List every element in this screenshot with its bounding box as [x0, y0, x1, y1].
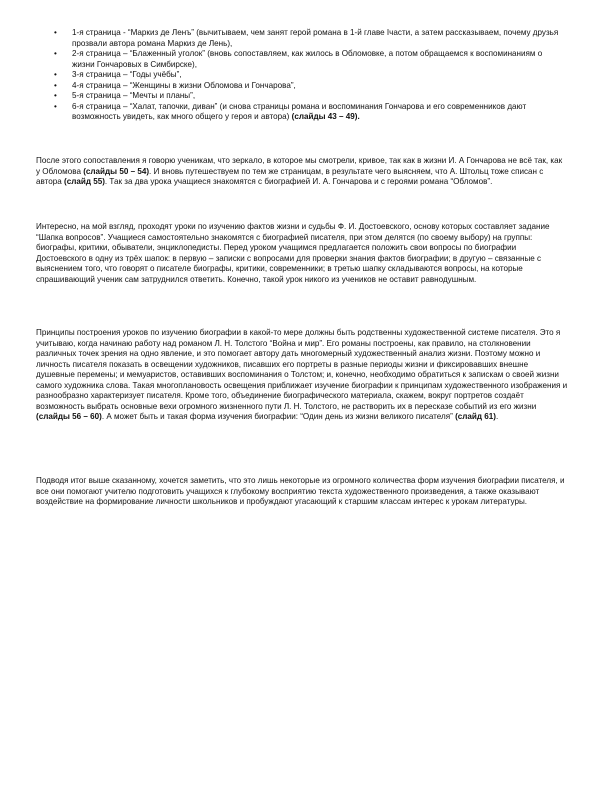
bullet-text: 5-я страница – “Мечты и планы”, [72, 91, 196, 100]
bullet-item-5 [54, 91, 562, 102]
bullet-text: 1-я страница - “Маркиз де Ленъ” (вычитываем, чем занят герой романа в 1-й главе Iчасти, а затем рассказываем, почему друзья прозвали автора романа Маркиз де Лень), [72, 28, 559, 48]
bullet-dot: • [54, 70, 57, 79]
bullet-dot: • [54, 49, 57, 58]
paragraph-text: . Так за два урока учащиеся знакомятся с биографией И. А. Гончарова и с героями романа “Обломов”. [104, 177, 493, 186]
pages-bullet-list [54, 28, 562, 123]
bullet-item-3 [54, 70, 562, 81]
paragraph-text: . [495, 412, 499, 421]
bullet-text: 6-я страница – “Халат, тапочки, диван” (и снова страницы романа и воспоминания Гончарова и его современников дают возможность увидеть, как много общего у героя и автора) [72, 101, 527, 121]
bullet-text: 2-я страница – “Блаженный уголок” (вновь сопоставляем, как жилось в Обломовке, а потом обращаемся к воспоминаниям о жизни Гончаровых в Симбирске), [72, 49, 543, 69]
paragraph-text: После этого сопоставления я говорю ученикам, что зеркало, в которое мы смотрели, кривое, так как в жизни И. А Гончарова не всё так, как у Обломова [36, 156, 563, 176]
paragraph-tolstoy-principles [36, 328, 568, 423]
bullet-item-2 [54, 49, 562, 70]
bullet-text: 4-я страница – “Женщины в жизни Обломова и Гончарова”, [72, 80, 296, 90]
slide-reference: (слайды 43 – 49). [291, 112, 360, 121]
bullet-item-4 [54, 81, 562, 92]
bullet-dot: • [54, 80, 57, 90]
slide-reference: (слайд 61) [455, 412, 496, 421]
paragraph-goncharov-comparison [36, 156, 568, 188]
slide-reference: (слайды 50 – 54) [83, 166, 150, 176]
bullet-item-1 [54, 28, 562, 49]
paragraph-text: Принципы построения уроков по изучению биографии в какой-то мере должны быть родственны художественной системе писателя. Это я учитываю, когда начинаю работу над романом Л. Н. Толстого “Война и мир”. Его романы построены, как правило, на столкновении различных точек зрения на одно явление, и это помогает автору дать многомерный художественный анализ жизни. Поэтому можно и личность писателя показать в освещении художников, писавших его портреты в разные периоды жизни и фиксировавших внешне душевные перемены; и мемуаристов, оставивших воспоминания о Толстом; и, конечно, необходимо обратиться к запискам о своей жизни самого художника слова. Такая многоплановость освещения приближает изучение биографии к принципам художественного изображения и разнообразно характеризует писателя. Кроме того, объединение биографического материала, скажем, вокруг портретов создаёт возможность выбрать основные вехи огромного жизненного пути Л. Н. Толстого, не растворить их в пересказе событий из его жизни [36, 328, 568, 411]
bullet-dot: • [54, 91, 57, 100]
paragraph-text: . И вновь путешествуем по тем же страницам, в результате чего выясняем, что А. Штольц тоже списан с автора [36, 166, 544, 186]
bullet-item-6 [54, 102, 562, 123]
bullet-text: 3-я страница – “Годы учёбы”, [72, 70, 182, 79]
bullet-dot: • [54, 28, 57, 37]
slide-reference: (слайд 55) [64, 177, 105, 186]
slide-reference: (слайды 56 – 60) [36, 412, 102, 421]
paragraph-text: . А может быть и такая форма изучения биографии: “Один день из жизни великого писателя” [101, 412, 456, 421]
paragraph-dostoevsky-lessons: Интересно, на мой взгляд, проходят уроки по изучению фактов жизни и судьбы Ф. И. Достоевского, основу которых составляет задание “Шапка вопросов”. Учащиеся самостоятельно знакомятся с биографией писателя, при этом делятся (по своему выбору) на группы: биографы, критики, обыватели, энциклопедисты. Перед уроком учащимся предлагается положить свои вопросы по биографии Достоевского в одну из трёх шапок: в первую – записки с вопросами для проверки знания фактов биографии; в другую – связанные с выяснением того, что говорят о писателе биографы, критики, современники; в третью шапку складываются вопросы, на которые спрашивающий ученик сам затруднился ответить. Конечно, такой урок никого из учеников не оставит равнодушным. [36, 222, 550, 284]
bullet-dot: • [54, 101, 57, 111]
paragraph-conclusion: Подводя итог выше сказанному, хочется заметить, что это лишь некоторые из огромного количества форм изучения биографии писателя, и все они помогают учителю подготовить учащихся к глубокому восприятию текста художественного произведения, а также оказывают воздействие на формирование личности школьников и пробуждают угасающий к старшим классам интерес к урокам литературы. [36, 476, 565, 506]
